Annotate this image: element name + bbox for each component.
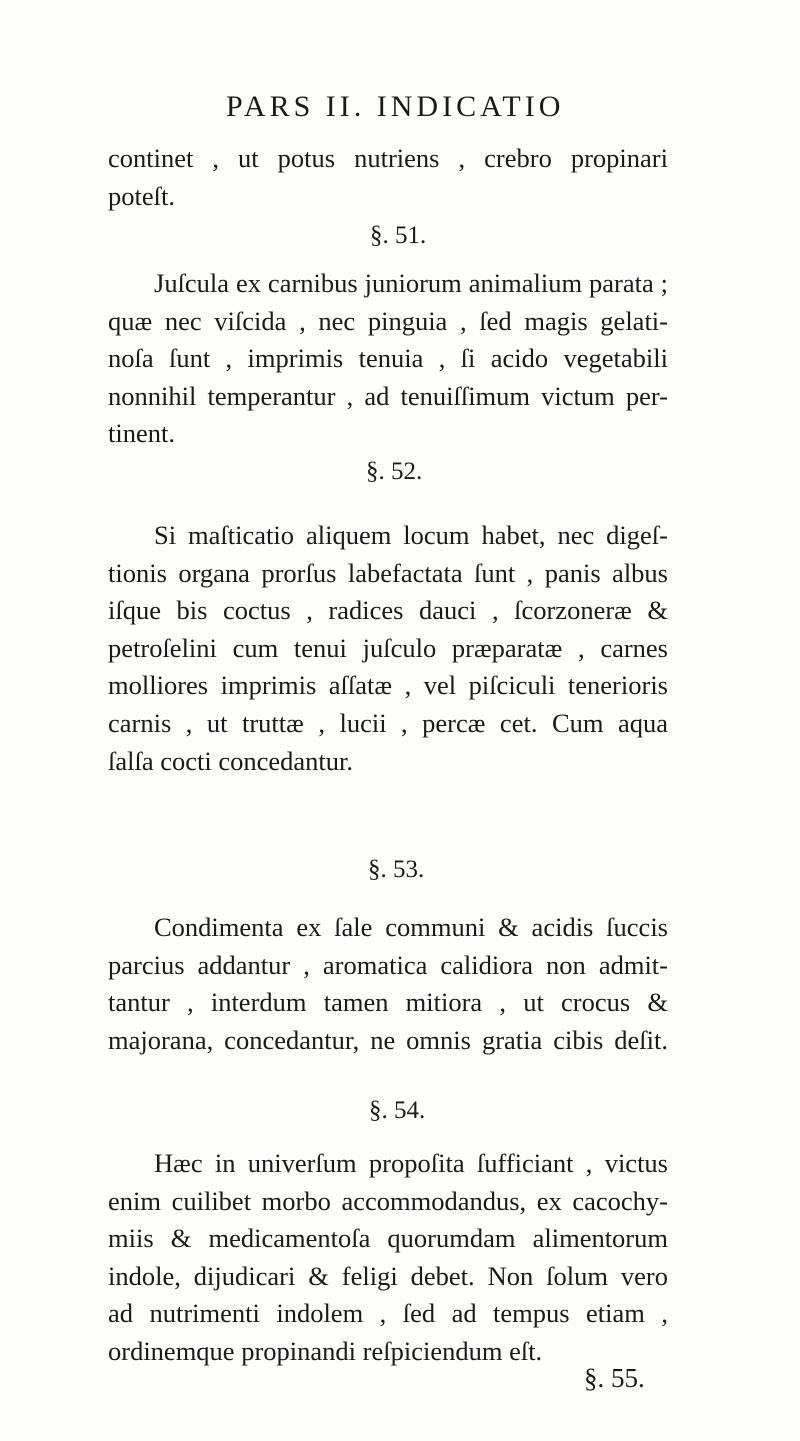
text-line: petroſelini cum tenui juſculo præparatæ , carnes xyxy=(108,632,668,663)
text-line: nonnihil temperantur , ad tenuiſſimum victum per- xyxy=(108,380,668,411)
running-head: PARS II. INDICATIO xyxy=(226,90,565,123)
text-line: parcius addantur , aromatica calidiora non admit- xyxy=(108,949,668,980)
text-line: miis & medicamentoſa quorumdam alimentorum xyxy=(108,1223,668,1254)
section-number-53: §. 53. xyxy=(368,856,425,883)
text-line: poteſt. xyxy=(108,180,175,211)
text-line: continet , ut potus nutriens , crebro propinari xyxy=(108,143,668,173)
text-line: tionis organa prorſus labefactata ſunt , panis albus xyxy=(108,557,668,588)
section-number-51: §. 51. xyxy=(370,222,427,249)
text-line: molliores imprimis aſſatæ , vel piſciculi tenerioris xyxy=(108,670,668,701)
text-line: tantur , interdum tamen mitiora , ut crocus & xyxy=(108,987,668,1018)
text-line: ordinemque propinandi reſpiciendum eſt. xyxy=(108,1335,543,1366)
text-line: indole, dijudicari & feligi debet. Non ſolum vero xyxy=(108,1260,668,1291)
catchword: §. 55. xyxy=(584,1363,645,1393)
paragraph-51 xyxy=(108,265,668,453)
text-line: enim cuilibet morbo accommodandus, ex cacochy- xyxy=(108,1185,668,1216)
text-line: ſalſa cocti concedantur. xyxy=(108,745,354,776)
text-line: Juſcula ex carnibus juniorum animalium parata ; xyxy=(154,268,668,298)
paragraph-continuation xyxy=(108,140,668,215)
section-number-52: §. 52. xyxy=(366,458,423,485)
text-line: Condimenta ex ſale communi & acidis ſuccis xyxy=(154,912,668,942)
text-line: iſque bis coctus , radices dauci , ſcorzoneræ & xyxy=(108,595,668,626)
paragraph-54 xyxy=(108,1145,668,1371)
text-line: quæ nec viſcida , nec pinguia , ſed magis gelati- xyxy=(108,305,668,336)
paragraph-53 xyxy=(108,909,668,1059)
text-line: ad nutrimenti indolem , ſed ad tempus etiam , xyxy=(108,1298,668,1329)
text-line: Hæc in univerſum propoſita ſufficiant , victus xyxy=(154,1148,668,1178)
text-line: noſa ſunt , imprimis tenuia , ſi acido vegetabili xyxy=(108,343,668,374)
text-line: Si maſticatio aliquem locum habet, nec digeſ- xyxy=(154,520,668,550)
text-line: tinent. xyxy=(108,418,175,449)
section-number-54: §. 54. xyxy=(369,1097,426,1124)
text-line: majorana, concedantur, ne omnis gratia cibis deſit. xyxy=(108,1024,668,1055)
paragraph-52 xyxy=(108,517,668,780)
text-line: carnis , ut truttæ , lucii , percæ cet. Cum aqua xyxy=(108,707,668,738)
